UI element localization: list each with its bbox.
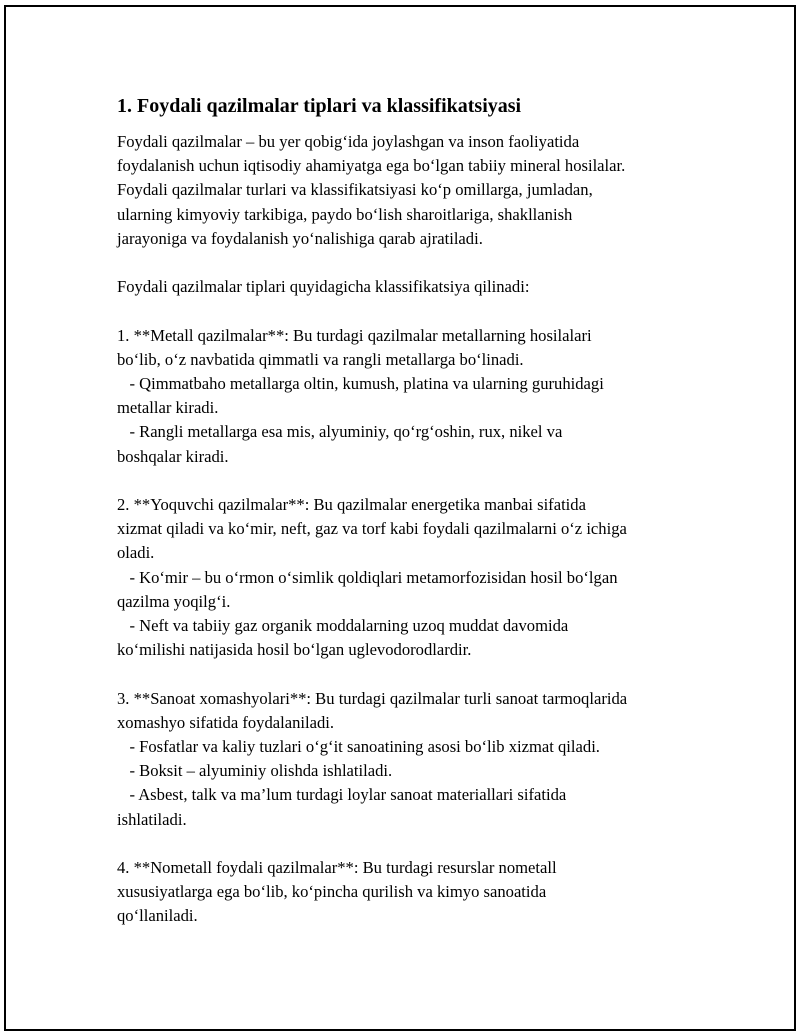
text-line: qazilma yoqilg‘i. bbox=[117, 591, 231, 611]
text-line: - Rangli metallarga esa mis, alyuminiy, qo‘rg‘oshin, rux, nikel va bbox=[117, 422, 563, 442]
text-line: ularning kimyoviy tarkibiga, paydo bo‘lish sharoitlariga, shakllanish bbox=[117, 204, 573, 224]
paragraph-nonmetal-minerals bbox=[117, 856, 702, 929]
section-heading: 1. Foydali qazilmalar tiplari va klassifikatsiyasi bbox=[117, 95, 522, 117]
paragraph-metal-minerals bbox=[117, 324, 702, 469]
text-line: ishlatiladi. bbox=[117, 809, 187, 829]
text-line: jarayoniga va foydalanish yo‘nalishiga qarab ajratiladi. bbox=[117, 228, 483, 248]
text-line: boshqalar kiradi. bbox=[117, 446, 229, 466]
text-line: 4. **Nometall foydali qazilmalar**: Bu turdagi resurslar nometall bbox=[117, 858, 557, 878]
text-line: bo‘lib, o‘z navbatida qimmatli va rangli metallarga bo‘linadi. bbox=[117, 349, 524, 369]
text-line: Foydali qazilmalar tiplari quyidagicha klassifikatsiya qilinadi: bbox=[117, 277, 530, 297]
text-line: xususiyatlarga ega bo‘lib, ko‘pincha qurilish va kimyo sanoatida bbox=[117, 882, 547, 902]
text-line: 3. **Sanoat xomashyolari**: Bu turdagi qazilmalar turli sanoat tarmoqlarida bbox=[117, 688, 628, 708]
text-line: - Ko‘mir – bu o‘rmon o‘simlik qoldiqlari metamorfozisidan hosil bo‘lgan bbox=[117, 567, 618, 587]
text-line: foydalanish uchun iqtisodiy ahamiyatga ega bo‘lgan tabiiy mineral hosilalar. bbox=[117, 156, 626, 176]
text-line: qo‘llaniladi. bbox=[117, 906, 198, 926]
text-line: metallar kiradi. bbox=[117, 398, 219, 418]
paragraph-classification-lead bbox=[117, 275, 702, 299]
text-line: Foydali qazilmalar turlari va klassifikatsiyasi ko‘p omillarga, jumladan, bbox=[117, 180, 593, 200]
text-line: xizmat qiladi va ko‘mir, neft, gaz va torf kabi foydali qazilmalarni o‘z ichiga bbox=[117, 519, 627, 539]
text-line: - Neft va tabiiy gaz organik moddalarning uzoq muddat davomida bbox=[117, 616, 569, 636]
paragraph-fuel-minerals bbox=[117, 493, 702, 662]
document-body bbox=[117, 93, 702, 953]
text-line: oladi. bbox=[117, 543, 155, 563]
text-line: ko‘milishi natijasida hosil bo‘lgan uglevodorodlardir. bbox=[117, 640, 472, 660]
text-line: - Qimmatbaho metallarga oltin, kumush, platina va ularning guruhidagi bbox=[117, 374, 604, 393]
text-line: - Boksit – alyuminiy olishda ishlatiladi. bbox=[117, 761, 393, 781]
paragraph-industrial-raw-materials bbox=[117, 687, 702, 832]
text-line: Foydali qazilmalar – bu yer qobig‘ida joylashgan va inson faoliyatida bbox=[117, 132, 580, 151]
text-line: - Fosfatlar va kaliy tuzlari o‘g‘it sanoatining asosi bo‘lib xizmat qiladi. bbox=[117, 737, 600, 757]
paragraph-intro bbox=[117, 130, 702, 251]
text-line: xomashyo sifatida foydalaniladi. bbox=[117, 712, 335, 732]
text-line: 1. **Metall qazilmalar**: Bu turdagi qazilmalar metallarning hosilalari bbox=[117, 325, 592, 345]
text-line: 2. **Yoquvchi qazilmalar**: Bu qazilmalar energetika manbai sifatida bbox=[117, 495, 586, 514]
text-line: - Asbest, talk va ma’lum turdagi loylar sanoat materiallari sifatida bbox=[117, 785, 567, 805]
